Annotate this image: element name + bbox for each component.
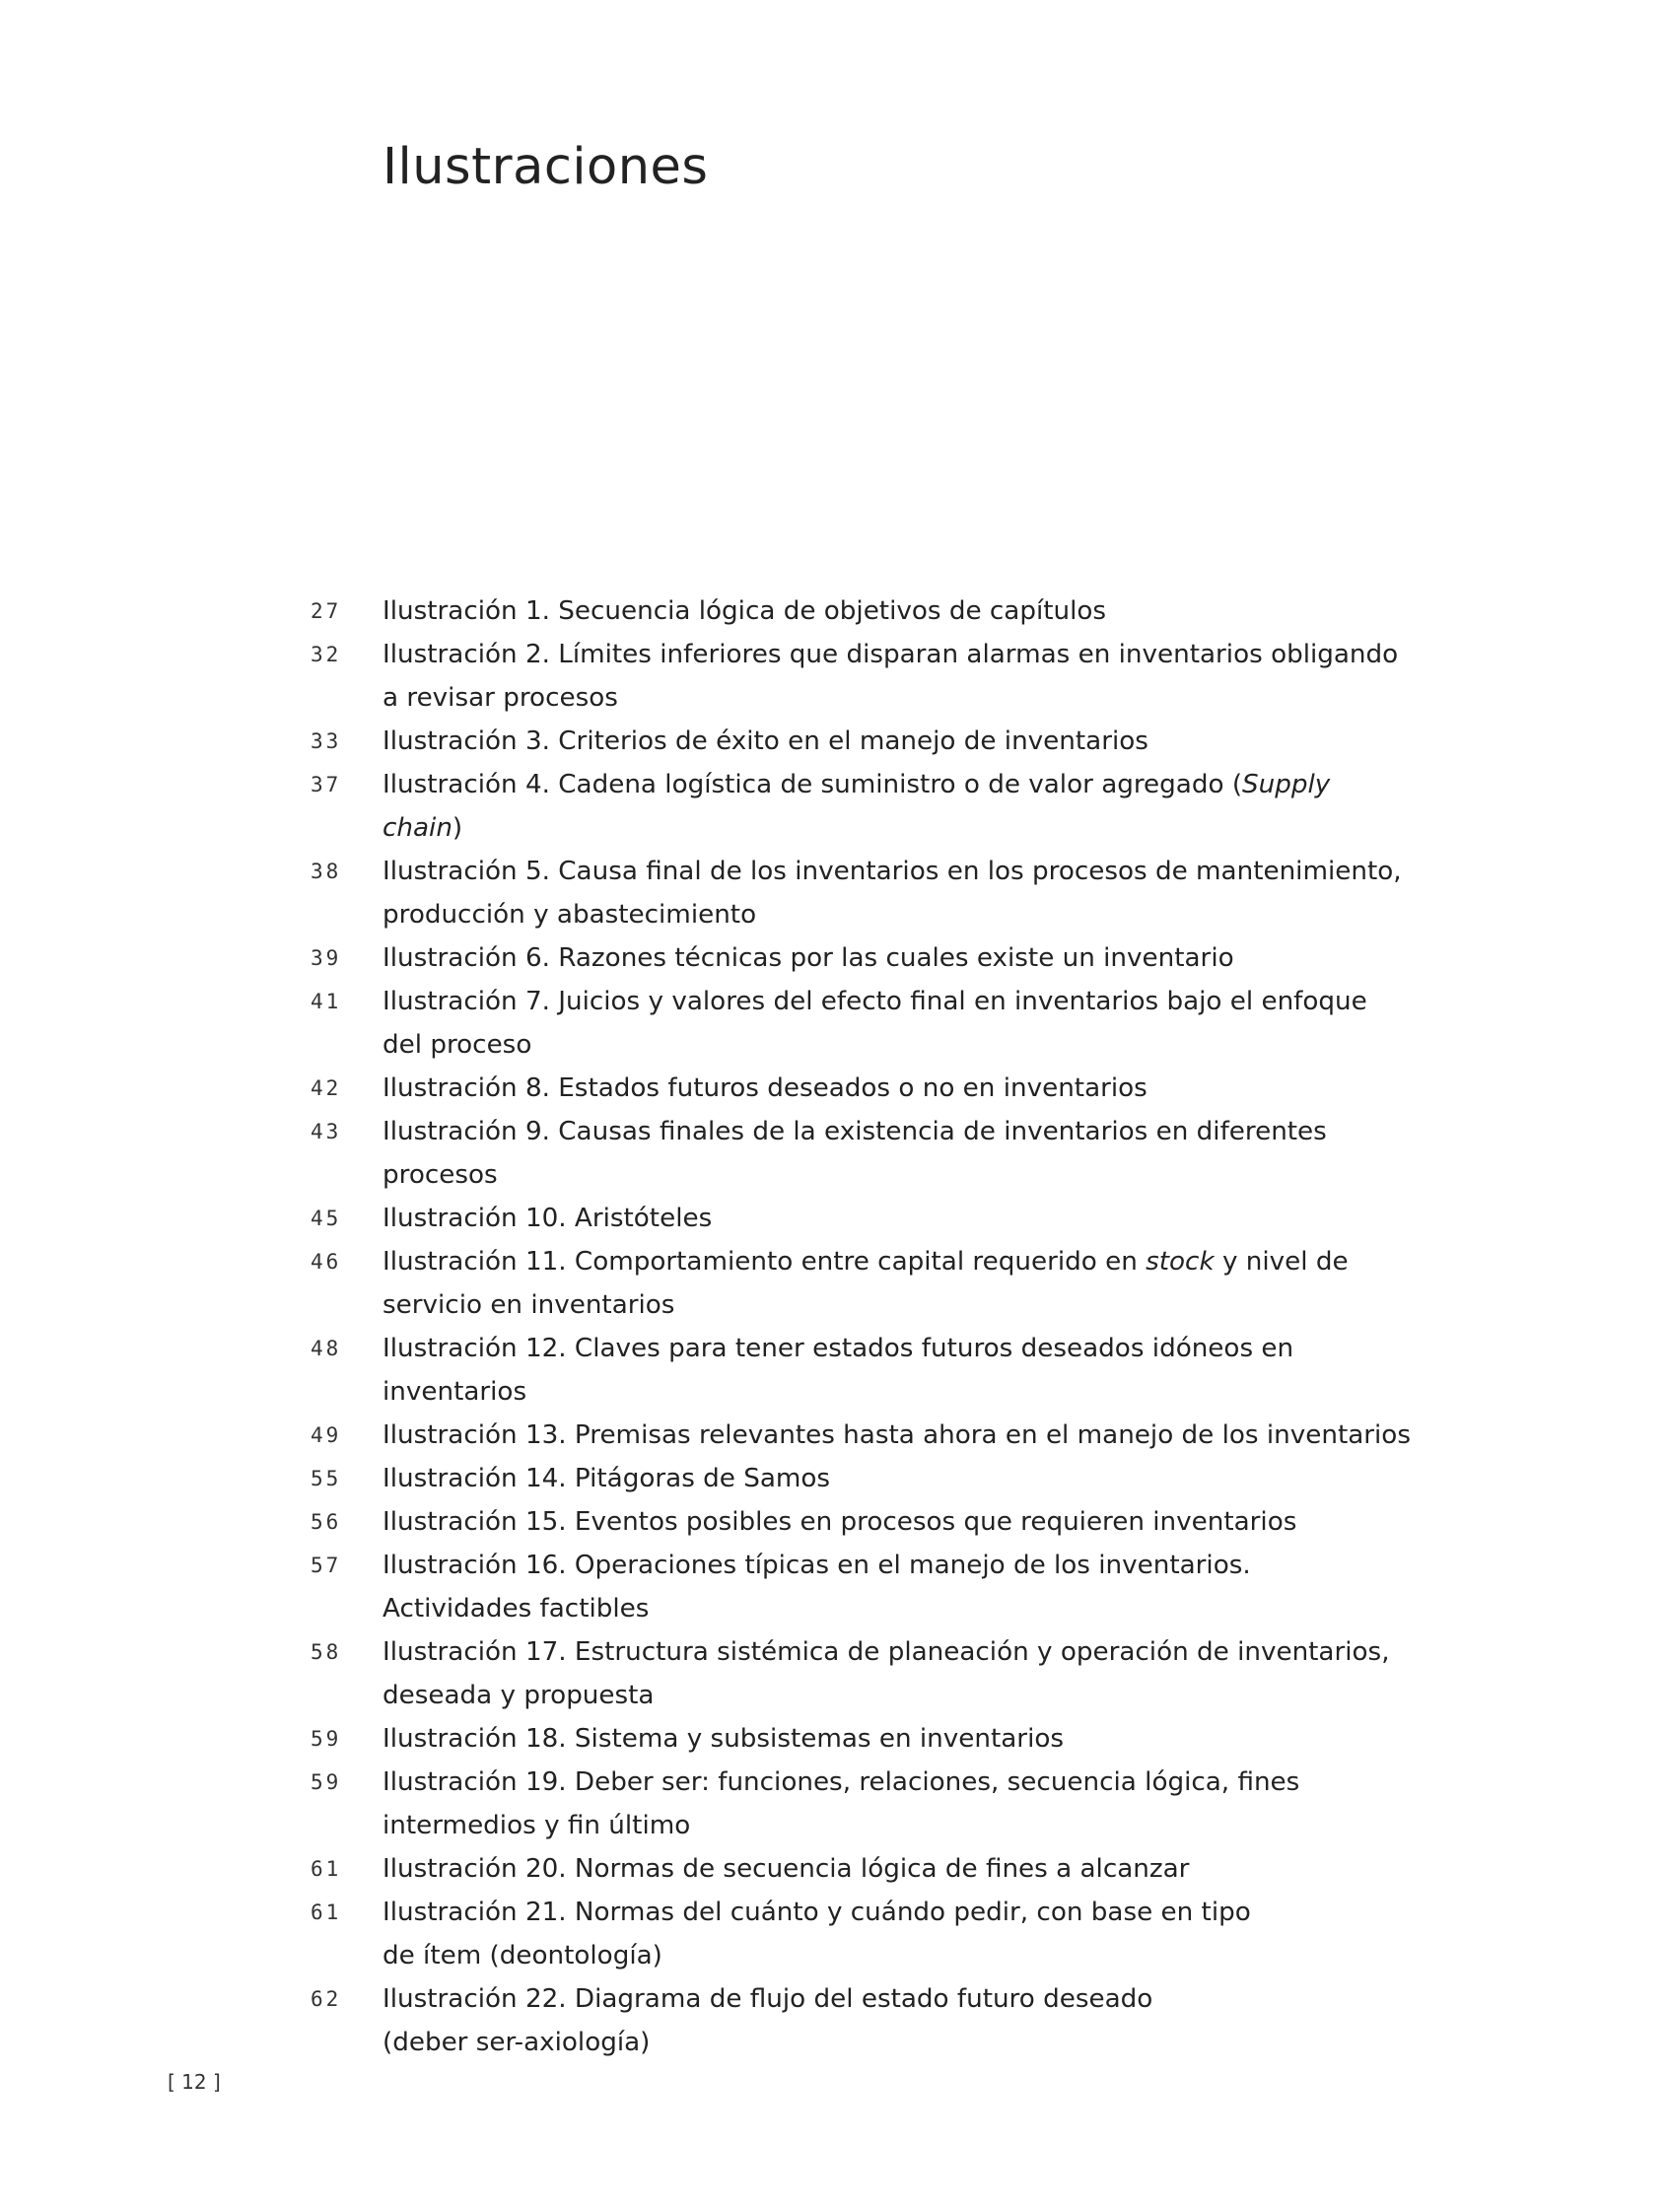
toc-entry-text xyxy=(382,1110,1418,1197)
toc-page-number: 59 xyxy=(311,1770,342,1794)
toc-entry-label: Ilustración 8. xyxy=(382,1073,550,1103)
toc-entry-label: Ilustración 21. xyxy=(382,1898,567,1927)
toc-page-number: 61 xyxy=(311,1857,342,1881)
toc-entry-text xyxy=(382,1327,1418,1414)
toc-entry xyxy=(0,1067,1669,1110)
toc-page-number: 55 xyxy=(311,1467,342,1490)
toc-entry-text xyxy=(382,1457,1418,1500)
toc-entry-label: Ilustración 14. xyxy=(382,1464,567,1493)
toc-entry-line: intermedios y fin último xyxy=(382,1811,691,1840)
toc-page-number: 45 xyxy=(311,1207,342,1230)
toc-entry-label: Ilustración 9. xyxy=(382,1117,550,1146)
toc-entry-text xyxy=(382,1197,1418,1240)
toc-entry-label: Ilustración 20. xyxy=(382,1854,567,1884)
toc-entry-label: Ilustración 10. xyxy=(382,1204,567,1233)
toc-entry-text xyxy=(382,936,1418,980)
toc-entry-line: Ilustración 16. Operaciones típicas en el manejo de los inventarios. xyxy=(382,1551,1251,1580)
toc-page-number: 42 xyxy=(311,1076,342,1100)
toc-entry-label: Ilustración 22. xyxy=(382,1984,567,2014)
toc-entry-label: Ilustración 5. xyxy=(382,857,550,886)
toc-entry xyxy=(0,1891,1669,1977)
toc-entry-label: Ilustración 13. xyxy=(382,1420,567,1450)
toc-entry xyxy=(0,1717,1669,1761)
toc-entry-line: Ilustración 7. Juicios y valores del efecto final en inventarios bajo el enfoque xyxy=(382,987,1367,1016)
toc-entry-line: Ilustración 19. Deber ser: funciones, relaciones, secuencia lógica, fines xyxy=(382,1767,1300,1797)
toc-entry-italic: stock xyxy=(1146,1247,1215,1277)
toc-entry xyxy=(0,1414,1669,1457)
toc-page-number: 33 xyxy=(311,729,342,753)
toc-entry-line: del proceso xyxy=(382,1030,532,1060)
toc-entry-label: Ilustración 3. xyxy=(382,726,550,756)
toc-entry-label: Ilustración 19. xyxy=(382,1767,567,1797)
toc-entry-label: Ilustración 18. xyxy=(382,1724,567,1754)
toc-page-number: 49 xyxy=(311,1423,342,1447)
toc-entry-label: Ilustración 7. xyxy=(382,987,550,1016)
toc-entry-text xyxy=(382,1717,1418,1761)
toc-entry-text xyxy=(382,1977,1418,2064)
toc-entry-line: Ilustración 10. Aristóteles xyxy=(382,1204,713,1233)
toc-entry-label: Ilustración 11. xyxy=(382,1247,567,1277)
toc-page-number: 41 xyxy=(311,990,342,1013)
toc-entry-text xyxy=(382,1414,1418,1457)
toc-page-number: 59 xyxy=(311,1727,342,1751)
toc-entry-label: Ilustración 6. xyxy=(382,943,550,973)
toc-entry-line: Ilustración 22. Diagrama de flujo del estado futuro deseado xyxy=(382,1984,1153,2014)
toc-entry-line: Ilustración 4. Cadena logística de suministro o de valor agregado (Supply chain) xyxy=(382,770,1331,843)
toc-entry-line: deseada y propuesta xyxy=(382,1681,655,1710)
toc-entry-text xyxy=(382,1500,1418,1544)
toc-entry-line: servicio en inventarios xyxy=(382,1290,675,1320)
toc-entry xyxy=(0,1630,1669,1717)
toc-entry-line: Ilustración 18. Sistema y subsistemas en inventarios xyxy=(382,1724,1065,1754)
toc-entry xyxy=(0,1240,1669,1327)
toc-entry-line: Ilustración 8. Estados futuros deseados o no en inventarios xyxy=(382,1073,1147,1103)
toc-page-number: 56 xyxy=(311,1510,342,1534)
toc-entry-label: Ilustración 15. xyxy=(382,1507,567,1537)
toc-entry-text xyxy=(382,1847,1418,1891)
toc-entry-line: Ilustración 21. Normas del cuánto y cuándo pedir, con base en tipo xyxy=(382,1898,1251,1927)
toc-entry-text xyxy=(382,720,1418,763)
toc-entry xyxy=(0,850,1669,936)
toc-page-number: 39 xyxy=(311,946,342,970)
toc-entry xyxy=(0,1110,1669,1197)
toc-page-number: 43 xyxy=(311,1120,342,1143)
toc-entry-line: de ítem (deontología) xyxy=(382,1941,662,1970)
page-number: [ 12 ] xyxy=(168,2070,221,2094)
toc-entry-text xyxy=(382,589,1418,633)
toc-entry-label: Ilustración 17. xyxy=(382,1637,567,1667)
illustrations-list xyxy=(0,589,1669,2064)
toc-entry-line: producción y abastecimiento xyxy=(382,900,757,930)
page-title: Ilustraciones xyxy=(382,138,709,196)
toc-entry-label: Ilustración 16. xyxy=(382,1551,567,1580)
toc-entry xyxy=(0,1977,1669,2064)
toc-entry-line: Ilustración 1. Secuencia lógica de objetivos de capítulos xyxy=(382,596,1107,626)
toc-entry-text xyxy=(382,1067,1418,1110)
toc-entry-line: a revisar procesos xyxy=(382,683,618,713)
toc-entry-text xyxy=(382,1891,1418,1977)
toc-entry-label: Ilustración 1. xyxy=(382,596,550,626)
toc-entry xyxy=(0,1544,1669,1630)
toc-entry-text xyxy=(382,1240,1418,1327)
toc-entry-line: inventarios xyxy=(382,1377,527,1407)
toc-entry-line: Ilustración 5. Causa final de los inventarios en los procesos de mantenimiento, xyxy=(382,857,1402,886)
toc-entry-line: procesos xyxy=(382,1160,498,1190)
toc-entry xyxy=(0,1197,1669,1240)
toc-entry-label: Ilustración 4. xyxy=(382,770,550,799)
toc-entry-label: Ilustración 2. xyxy=(382,640,550,669)
toc-entry-line: Actividades factibles xyxy=(382,1594,650,1624)
toc-entry xyxy=(0,763,1669,850)
toc-entry-line: Ilustración 17. Estructura sistémica de planeación y operación de inventarios, xyxy=(382,1637,1390,1667)
toc-entry xyxy=(0,1500,1669,1544)
toc-entry-text xyxy=(382,633,1418,720)
toc-entry xyxy=(0,1457,1669,1500)
toc-entry-line: Ilustración 12. Claves para tener estados futuros deseados idóneos en xyxy=(382,1334,1294,1363)
toc-entry-line: Ilustración 6. Razones técnicas por las cuales existe un inventario xyxy=(382,943,1234,973)
toc-entry-text xyxy=(382,980,1418,1067)
toc-entry-line: Ilustración 15. Eventos posibles en procesos que requieren inventarios xyxy=(382,1507,1297,1537)
toc-entry-italic: Supply chain xyxy=(382,770,1331,843)
toc-page-number: 38 xyxy=(311,860,342,883)
toc-entry-text xyxy=(382,850,1418,936)
toc-page-number: 37 xyxy=(311,773,342,796)
toc-page-number: 61 xyxy=(311,1901,342,1924)
toc-entry xyxy=(0,633,1669,720)
toc-entry xyxy=(0,980,1669,1067)
toc-entry-text xyxy=(382,1544,1418,1630)
toc-entry-label: Ilustración 12. xyxy=(382,1334,567,1363)
toc-entry-line: Ilustración 2. Límites inferiores que disparan alarmas en inventarios obligando xyxy=(382,640,1399,669)
toc-entry-line: Ilustración 20. Normas de secuencia lógica de fines a alcanzar xyxy=(382,1854,1190,1884)
toc-page-number: 62 xyxy=(311,1987,342,2011)
toc-entry xyxy=(0,936,1669,980)
toc-entry xyxy=(0,1761,1669,1847)
toc-entry-line: (deber ser-axiología) xyxy=(382,2028,651,2057)
toc-page-number: 58 xyxy=(311,1640,342,1664)
toc-entry-line: Ilustración 11. Comportamiento entre capital requerido en stock y nivel de xyxy=(382,1247,1349,1277)
toc-page-number: 46 xyxy=(311,1250,342,1274)
toc-page-number: 27 xyxy=(311,599,342,623)
toc-entry-line: Ilustración 9. Causas finales de la existencia de inventarios en diferentes xyxy=(382,1117,1327,1146)
toc-entry xyxy=(0,1327,1669,1414)
toc-page-number: 48 xyxy=(311,1337,342,1360)
toc-entry-line: Ilustración 3. Criterios de éxito en el manejo de inventarios xyxy=(382,726,1148,756)
toc-entry xyxy=(0,1847,1669,1891)
toc-entry-text xyxy=(382,763,1418,850)
toc-entry-text xyxy=(382,1761,1418,1847)
toc-page-number: 32 xyxy=(311,643,342,666)
toc-entry-text xyxy=(382,1630,1418,1717)
toc-entry xyxy=(0,589,1669,633)
toc-page-number: 57 xyxy=(311,1554,342,1577)
toc-entry-line: Ilustración 14. Pitágoras de Samos xyxy=(382,1464,831,1493)
toc-entry-line: Ilustración 13. Premisas relevantes hasta ahora en el manejo de los inventarios xyxy=(382,1420,1411,1450)
toc-entry xyxy=(0,720,1669,763)
